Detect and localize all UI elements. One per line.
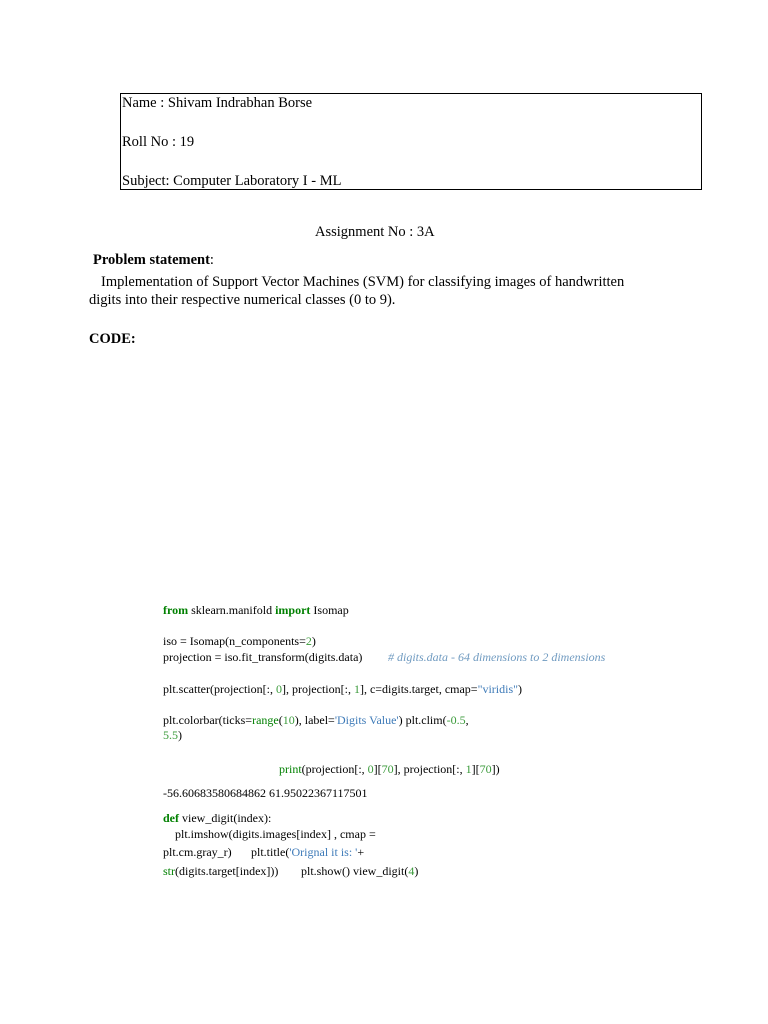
code-heading: CODE: (89, 331, 136, 347)
code-text: ], c=digits.target, cmap= (359, 682, 478, 696)
code-text: plt.imshow(digits.images[index] , cmap = (175, 827, 376, 841)
code-number: 0 (275, 682, 282, 696)
code-text: (projection[:, (301, 762, 368, 776)
code-builtin: str (163, 864, 175, 878)
code-number: 70 (381, 762, 394, 776)
problem-statement-label-text: Problem statement (93, 252, 210, 268)
code-text: projection = iso.fit_transform(digits.data) (163, 650, 363, 664)
code-number: 5.5 (163, 728, 178, 742)
code-text: plt.show() view_digit( (301, 864, 409, 878)
code-line-scatter (163, 682, 522, 697)
code-text: ( (278, 713, 283, 727)
code-text: ][ (373, 762, 382, 776)
code-number: 2 (305, 634, 312, 648)
code-line-print (279, 762, 500, 777)
code-number: 10 (282, 713, 295, 727)
code-text: plt.scatter(projection[:, (163, 682, 276, 696)
code-text: , (465, 713, 469, 727)
code-import-name: Isomap (310, 603, 349, 617)
code-line-projection (163, 650, 362, 665)
code-text: view_digit(index): (179, 811, 272, 825)
student-name: Name : Shivam Indrabhan Borse (122, 95, 313, 111)
code-text: ), label= (294, 713, 335, 727)
code-builtin: print (279, 762, 302, 776)
code-module: sklearn.manifold (188, 603, 276, 617)
code-number: 70 (479, 762, 492, 776)
code-text: ) (414, 864, 419, 878)
assignment-title: Assignment No : 3A (315, 224, 435, 240)
problem-statement-label (93, 252, 214, 269)
code-text: ], projection[:, (281, 682, 354, 696)
code-text: ][ (471, 762, 480, 776)
code-text: ]) (491, 762, 500, 776)
code-line-show (301, 864, 418, 879)
code-text: ) (311, 634, 316, 648)
code-line-imshow (175, 827, 376, 842)
code-number: 0 (367, 762, 374, 776)
code-text: ], projection[:, (393, 762, 466, 776)
code-text: (digits.target[index])) (175, 864, 279, 878)
code-number: 4 (408, 864, 415, 878)
code-text: plt.colorbar(ticks= (163, 713, 253, 727)
keyword-import: import (275, 603, 311, 617)
student-info-box (120, 93, 702, 190)
problem-statement-colon: : (209, 252, 214, 268)
code-line-import (163, 603, 349, 618)
code-text: plt.title( (251, 845, 290, 859)
code-text: ) plt.clim( (398, 713, 447, 727)
roll-number: Roll No : 19 (122, 134, 195, 150)
code-text: ) (518, 682, 523, 696)
code-text: iso = Isomap(n_components= (163, 634, 306, 648)
code-line-str (163, 864, 278, 879)
code-line-gray (163, 845, 232, 860)
code-string: 'Digits Value' (334, 713, 399, 727)
code-line-title (251, 845, 364, 860)
code-text: ) (178, 728, 182, 742)
code-line-colorbar (163, 713, 469, 728)
code-line-iso (163, 634, 316, 649)
code-text: + (357, 845, 365, 859)
code-string: "viridis" (477, 682, 519, 696)
code-text: plt.cm.gray_r) (163, 845, 232, 859)
keyword-from: from (163, 603, 189, 617)
problem-line-2: digits into their respective numerical classes (0 to 9). (89, 292, 396, 308)
problem-line-1: Implementation of Support Vector Machines (SVM) for classifying images of handwritten (101, 274, 625, 290)
keyword-def: def (163, 811, 179, 825)
code-line-clim-cont (163, 728, 182, 743)
subject: Subject: Computer Laboratory I - ML (122, 173, 342, 189)
code-comment: # digits.data - 64 dimensions to 2 dimensions (388, 650, 606, 664)
code-string: 'Orignal it is: ' (289, 845, 358, 859)
code-number: 1 (465, 762, 472, 776)
code-number: 1 (353, 682, 360, 696)
code-number: -0.5 (446, 713, 466, 727)
code-line-def (163, 811, 271, 826)
code-output: -56.60683580684862 61.95022367117501 (163, 786, 368, 800)
code-builtin: range (252, 713, 279, 727)
